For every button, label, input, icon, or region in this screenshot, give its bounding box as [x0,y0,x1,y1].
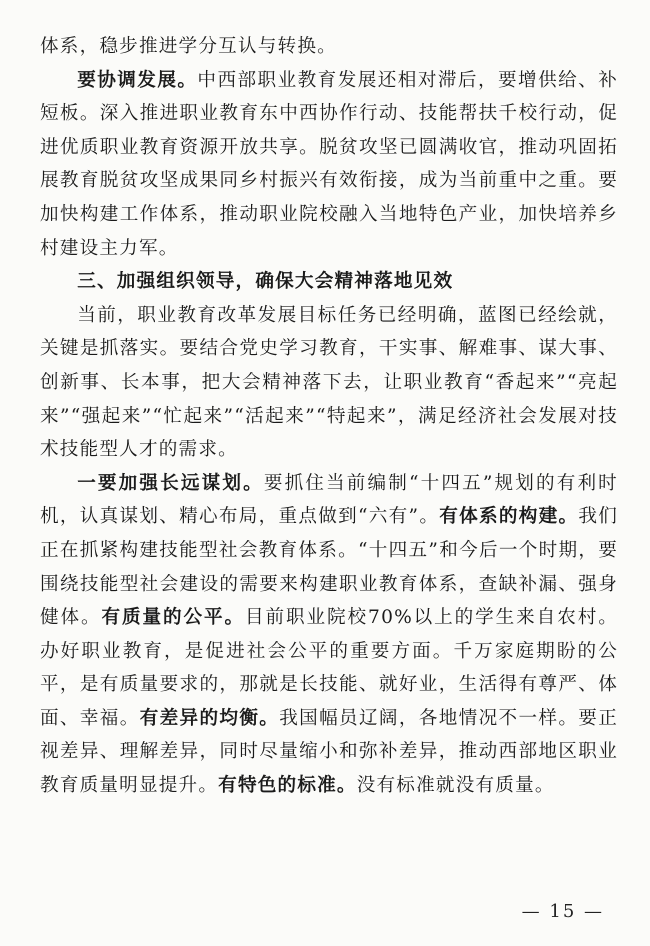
page-number: — 15 — [521,901,604,922]
paragraph-1 [40,30,618,64]
bold-run: 三、加强组织领导，确保大会精神落地见效 [77,271,454,293]
bold-run: 有特色的标准。 [218,775,357,797]
text-run: 我国幅员辽阔，各地情况不一样。要正视差异、理解差异，同时尽量缩小和弥补差异，推动西部地区职业教育质量明显提升。 [40,707,618,797]
paragraph-3 [40,299,618,467]
bold-run: 有体系的构建。 [439,506,579,528]
bold-run: 一要加强长远谋划。 [77,472,264,494]
text-run: 当前，职业教育改革发展目标任务已经明确，蓝图已经绘就，关键是抓落实。要结合党史学习教育，干实事、解难事、谋大事、创新事、长本事，把大会精神落下去，让职业教育“香起来”“亮起来”“强起来”“忙起来”“活起来”“特起来”，满足经济社会发展对技术技能型人才的需求。 [40,304,618,461]
text-run: 体系，稳步推进学分互认与转换。 [40,36,337,57]
bold-run: 要协调发展。 [77,69,198,91]
document-body [40,30,618,803]
text-run: 中西部职业教育发展还相对滞后，要增供给、补短板。深入推进职业教育东中西协作行动、技能帮扶千校行动，促进优质职业教育资源开放共享。脱贫攻坚已圆满收官，推动巩固拓展教育脱贫攻坚成果同乡村振兴有效衔接，成为当前重中之重。要加快构建工作体系，推动职业院校融入当地特色产业，加快培养乡村建设主力军。 [40,69,618,259]
text-run: 没有标准就没有质量。 [356,775,555,797]
bold-run: 有质量的公平。 [101,607,246,629]
bold-run: 有差异的均衡。 [139,707,280,729]
paragraph-4 [40,467,618,803]
text-run: 目前职业院校70%以上的学生来自农村。办好职业教育，是促进社会公平的重要方面。千万家庭期盼的公平，是有质量要求的，那就是长技能、就好业，生活得有尊严、体面、幸福。 [40,607,618,729]
paragraph-2 [40,64,618,266]
text-run: 要抓住当前编制“十四五”规划的有利时机，认真谋划、精心布局，重点做到“六有”。 [40,472,618,528]
text-run: 我们正在抓紧构建技能型社会教育体系。“十四五”和今后一个时期，要围绕技能型社会建设的需要来构建职业教育体系，查缺补漏、强身健体。 [40,506,618,629]
section-heading [40,265,618,299]
